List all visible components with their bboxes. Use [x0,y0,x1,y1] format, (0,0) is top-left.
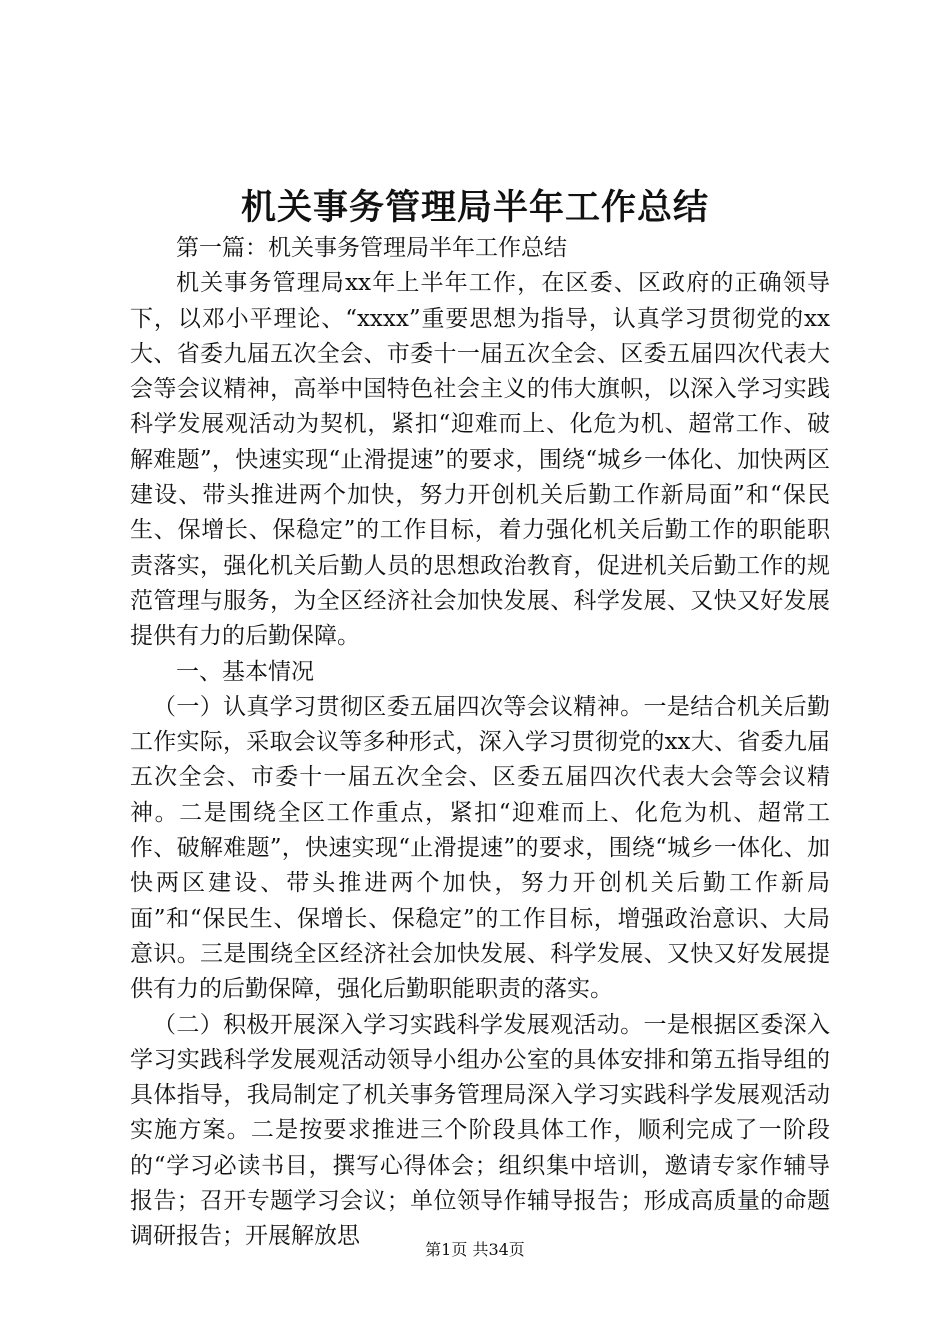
paragraph-item-1: （一）认真学习贯彻区委五届四次等会议精神。一是结合机关后勤工作实际，采取会议等多种形式，深入学习贯彻党的xx大、省委九届五次全会、市委十一届五次全会、区委五届四次代表大会等会议精神。二是围绕全区工作重点，紧扣“迎难而上、化危为机、超常工作、破解难题”，快速实现“止滑提速”的要求，围绕“城乡一体化、加快两区建设、带头推进两个加快，努力开创机关后勤工作新局面”和“保民生、保增长、保稳定”的工作目标，增强政治意识、大局意识。三是围绕全区经济社会加快发展、科学发展、又快又好发展提供有力的后勤保障，强化后勤职能职责的落实。 [130,693,830,1003]
section-heading-basic-situation: 一、基本情况 [176,658,314,685]
document-body [130,231,830,1255]
page-footer: 第1页 共34页 [425,1240,525,1259]
document-title: 机关事务管理局半年工作总结 [240,188,709,228]
section-heading-first-part: 第一篇：机关事务管理局半年工作总结 [176,235,567,261]
paragraph-item-2: （二）积极开展深入学习实践科学发展观活动。一是根据区委深入学习实践科学发展观活动领导小组办公室的具体安排和第五指导组的具体指导，我局制定了机关事务管理局深入学习实践科学发展观活动实施方案。二是按要求推进三个阶段具体工作，顺利完成了一阶段的“学习必读书目，撰写心得体会；组织集中培训，邀请专家作辅导报告；召开专题学习会议；单位领导作辅导报告；形成高质量的命题调研报告；开展解放思 [130,1011,830,1250]
intro-paragraph: 机关事务管理局xx年上半年工作，在区委、区政府的正确领导下，以邓小平理论、“xxxx”重要思想为指导，认真学习贯彻党的xx大、省委九届五次全会、市委十一届五次全会、区委五届四次代表大会等会议精神，高举中国特色社会主义的伟大旗帜，以深入学习实践科学发展观活动为契机，紧扣“迎难而上、化危为机、超常工作、破解难题”，快速实现“止滑提速”的要求，围绕“城乡一体化、加快两区建设、带头推进两个加快，努力开创机关后勤工作新局面”和“保民生、保增长、保稳定”的工作目标，着力强化机关后勤工作的职能职责落实，强化机关后勤人员的思想政治教育，促进机关后勤工作的规范管理与服务，为全区经济社会加快发展、科学发展、又快又好发展提供有力的后勤保障。 [130,270,830,650]
